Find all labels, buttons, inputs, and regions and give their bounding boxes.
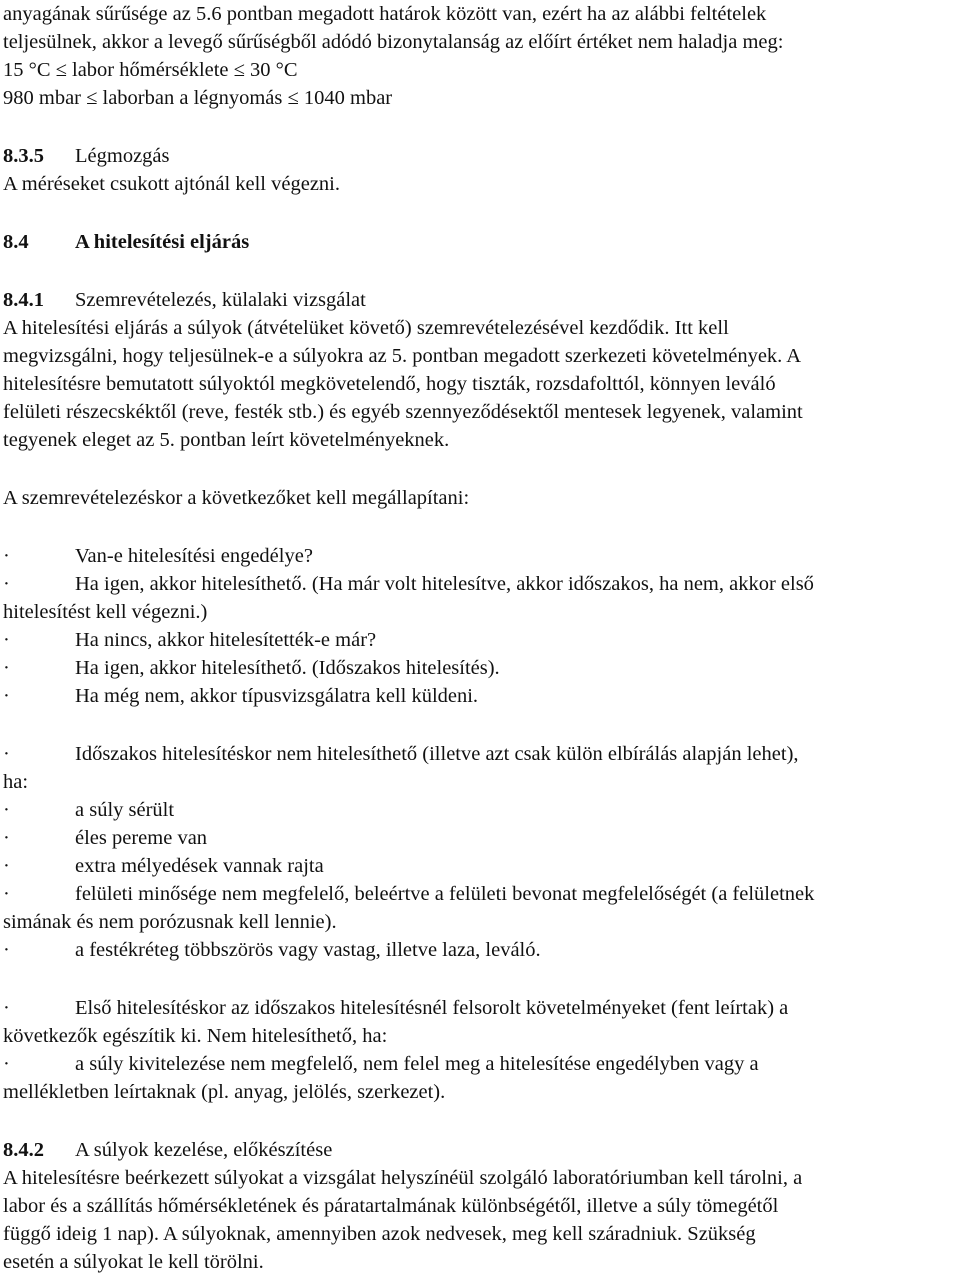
pressure-condition: 980 mbar ≤ laborban a légnyomás ≤ 1040 mbar [3,87,393,109]
section-8-4-heading [3,228,957,256]
bullet-mark: · [3,939,10,961]
section-number: 8.3.5 [3,145,44,167]
spacer [3,512,957,542]
spacer [3,454,957,484]
bullet-mark: · [3,883,10,905]
list-item [3,626,957,654]
list-item [3,1050,957,1078]
list-item [3,994,957,1022]
paragraph-line: megvizsgálni, hogy teljesülnek-e a súlyokra az 5. pontban megadott szerkezeti követelmények. A [3,345,802,367]
list-item-continuation: ha: [3,771,29,793]
section-8-4-2-heading [3,1136,957,1164]
list-item-text: Ha igen, akkor hitelesíthető. (Ha már volt hitelesítve, akkor időszakos, ha nem, akkor első [75,573,814,595]
paragraph-line: A hitelesítésre beérkezett súlyokat a vizsgálat helyszínéül szolgáló laboratóriumban kell tárolni, a [3,1167,803,1189]
intro-line: anyagának sűrűsége az 5.6 pontban megadott határok között van, ezért ha az alábbi feltételek [3,3,767,25]
list-item-text: a súly kivitelezése nem megfelelő, nem felel meg a hitelesítése engedélyben vagy a [75,1053,759,1075]
list-item-text: a súly sérült [75,799,175,821]
section-title: A súlyok kezelése, előkészítése [75,1139,333,1161]
bullet-mark: · [3,685,10,707]
list-item [3,682,957,710]
bullet-mark: · [3,573,10,595]
list-item-text: Ha még nem, akkor típusvizsgálatra kell küldeni. [75,685,479,707]
list-item-continuation: hitelesítést kell végezni.) [3,601,208,623]
list-item [3,824,957,852]
list-item [3,796,957,824]
check-intro: A szemrevételezéskor a következőket kell megállapítani: [3,487,470,509]
bullet-mark: · [3,997,10,1019]
intro-line: teljesülnek, akkor a levegő sűrűségből adódó bizonytalanság az előírt értéket nem haladja meg: [3,31,784,53]
list-item-text: felületi minősége nem megfelelő, beleértve a felületi bevonat megfelelőségét (a felületnek [75,883,815,905]
list-item-text: extra mélyedések vannak rajta [75,855,324,877]
list-item [3,570,957,598]
temperature-condition: 15 °C ≤ labor hőmérséklete ≤ 30 °C [3,59,298,81]
list-item-continuation: következők egészítik ki. Nem hitelesíthető, ha: [3,1025,388,1047]
list-item-continuation: mellékletben leírtaknak (pl. anyag, jelölés, szerkezet). [3,1081,446,1103]
spacer [3,1106,957,1136]
spacer [3,710,957,740]
spacer [3,256,957,286]
list-item-text: Ha nincs, akkor hitelesítették-e már? [75,629,377,651]
spacer [3,112,957,142]
paragraph-line: hitelesítésre bemutatott súlyoktól megkövetelendő, hogy tiszták, rozsdafolttól, könnyen leváló [3,373,776,395]
spacer [3,964,957,994]
bullet-mark: · [3,855,10,877]
paragraph-line: A hitelesítési eljárás a súlyok (átvételüket követő) szemrevételezésével kezdődik. Itt kell [3,317,729,339]
section-number: 8.4 [3,231,29,253]
section-title: Szemrevételezés, külalaki vizsgálat [75,289,366,311]
paragraph-line: függő ideig 1 nap). A súlyoknak, amennyiben azok nedvesek, meg kell száradniuk. Szükség [3,1223,756,1245]
list-item-text: Van-e hitelesítési engedélye? [75,545,313,567]
list-item [3,740,957,768]
section-8-3-5-heading [3,142,957,170]
bullet-mark: · [3,743,10,765]
list-item [3,542,957,570]
bullet-mark: · [3,827,10,849]
paragraph-line: labor és a szállítás hőmérsékletének és páratartalmának különbségétől, illetve a súly tömegétől [3,1195,779,1217]
section-title: Légmozgás [75,145,170,167]
list-item-text: éles pereme van [75,827,208,849]
spacer [3,198,957,228]
paragraph-line: felületi részecskéktől (reve, festék stb.) és egyéb szennyeződésektől mentesek legyenek, valamint [3,401,803,423]
section-8-4-1-heading [3,286,957,314]
paragraph-line: esetén a súlyokat le kell törölni. [3,1251,264,1273]
paragraph-line: tegyenek eleget az 5. pontban leírt követelményeknek. [3,429,450,451]
bullet-mark: · [3,629,10,651]
list-item-text: a festékréteg többszörös vagy vastag, illetve laza, leváló. [75,939,541,961]
section-number: 8.4.1 [3,289,44,311]
bullet-mark: · [3,657,10,679]
list-item [3,880,957,908]
section-title: A hitelesítési eljárás [75,231,250,253]
section-8-3-5-body: A méréseket csukott ajtónál kell végezni. [3,173,340,195]
section-number: 8.4.2 [3,1139,44,1161]
list-item-text: Ha igen, akkor hitelesíthető. (Időszakos hitelesítés). [75,657,500,679]
list-item [3,852,957,880]
list-item-text: Első hitelesítéskor az időszakos hitelesítésnél felsorolt követelményeket (fent leírtak) a [75,997,789,1019]
bullet-mark: · [3,1053,10,1075]
list-item [3,654,957,682]
list-item-continuation: simának és nem porózusnak kell lennie). [3,911,337,933]
list-item-text: Időszakos hitelesítéskor nem hitelesíthető (illetve azt csak külön elbírálás alapján lehet), [75,743,799,765]
bullet-mark: · [3,799,10,821]
list-item [3,936,957,964]
bullet-mark: · [3,545,10,567]
